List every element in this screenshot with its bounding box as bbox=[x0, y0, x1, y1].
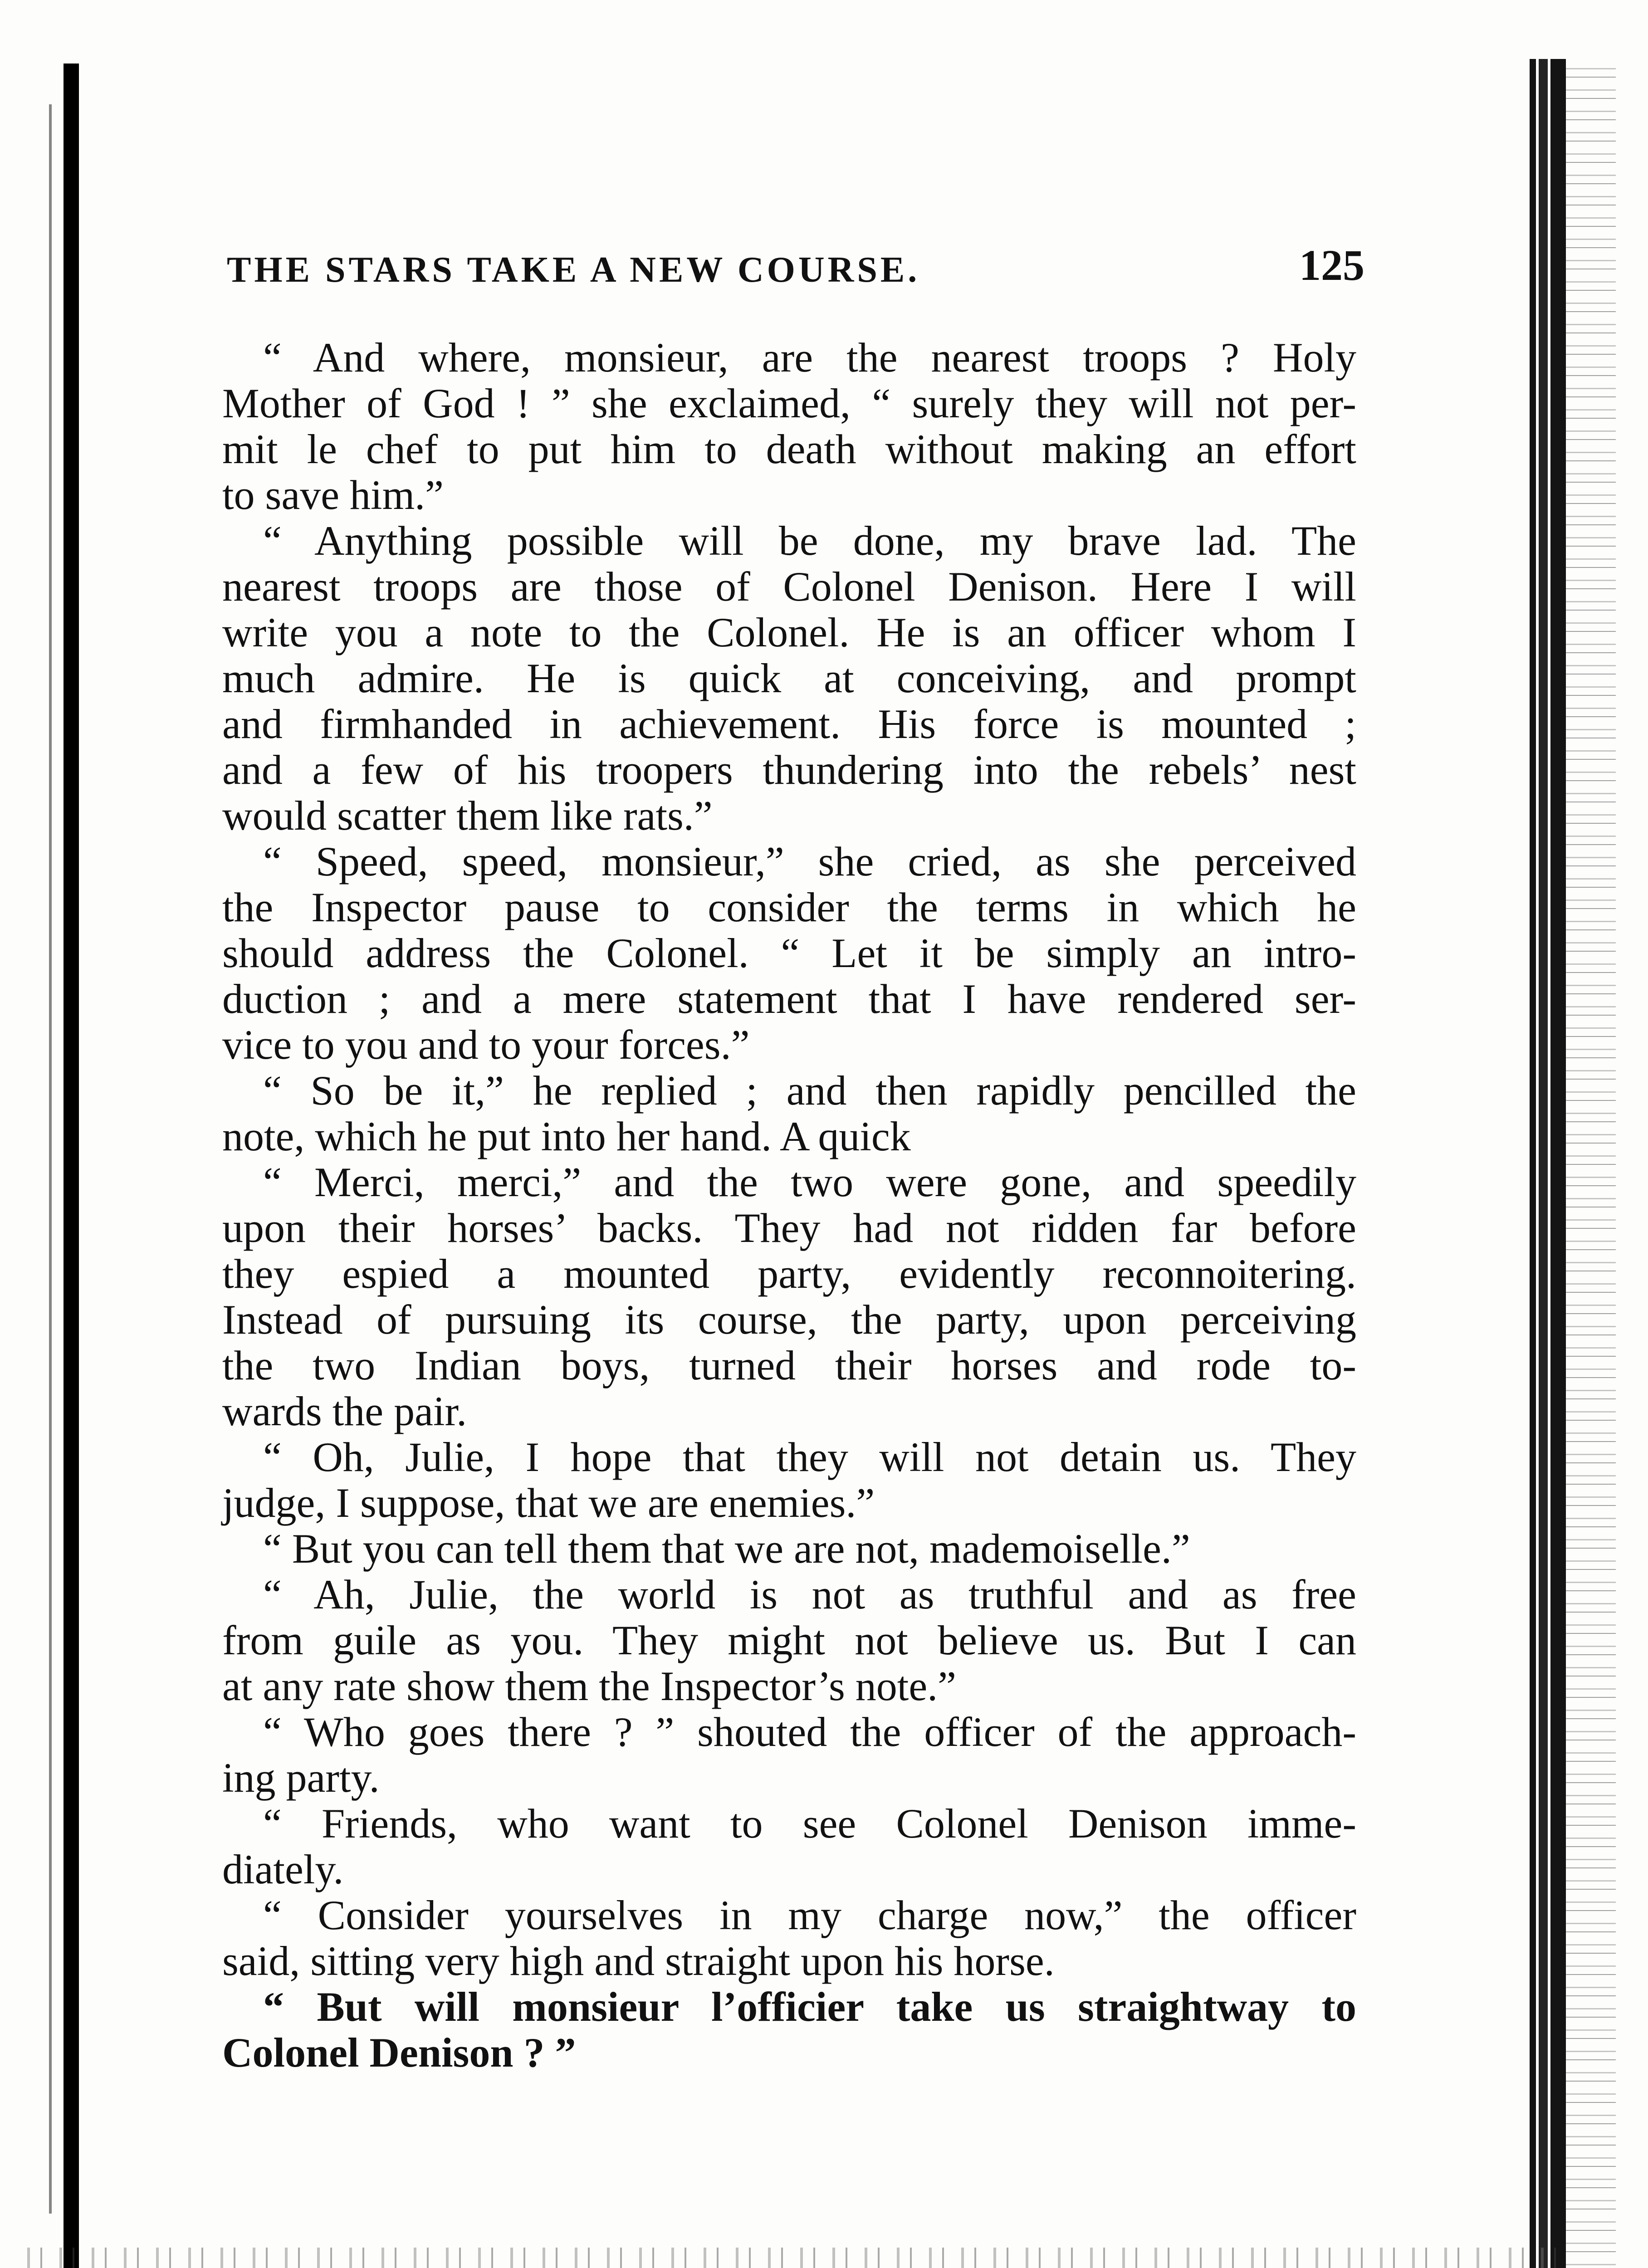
text-line: “ Ah, Julie, the world is not as truthful and as free bbox=[263, 1571, 1356, 1618]
text-line: write you a note to the Colonel. He is an officer whom I bbox=[222, 609, 1356, 655]
text-line: and a few of his troopers thundering into the rebels’ nest bbox=[222, 747, 1356, 793]
text-line: “ Friends, who want to see Colonel Denison imme- bbox=[263, 1800, 1356, 1847]
text-line: vice to you and to your forces.” bbox=[222, 1022, 750, 1068]
text-line: “ Who goes there ? ” shouted the officer of the approach- bbox=[263, 1709, 1356, 1755]
text-line: note, which he put into her hand. A quick bbox=[222, 1113, 911, 1159]
text-line: and firmhanded in achievement. His force is mounted ; bbox=[222, 701, 1356, 747]
text-line: “ But will monsieur l’officier take us straightway to bbox=[263, 1984, 1356, 2030]
scan-edge-line bbox=[49, 104, 52, 2214]
text-line: “ So be it,” he replied ; and then rapidly pencilled the bbox=[263, 1067, 1356, 1114]
text-line: “ Oh, Julie, I hope that they will not detain us. They bbox=[263, 1434, 1356, 1480]
text-line: diately. bbox=[222, 1846, 344, 1892]
text-line: duction ; and a mere statement that I have rendered ser- bbox=[222, 976, 1356, 1022]
text-line: wards the pair. bbox=[222, 1388, 467, 1434]
text-line: from guile as you. They might not believe us. But I can bbox=[222, 1617, 1356, 1663]
running-head: THE STARS TAKE A NEW COURSE. bbox=[227, 250, 920, 290]
text-line: “ Anything possible will be done, my brave lad. The bbox=[263, 518, 1356, 564]
text-line: “ Consider yourselves in my charge now,” the officer bbox=[263, 1892, 1356, 1938]
text-line: “ And where, monsieur, are the nearest troops ? Holy bbox=[263, 334, 1356, 381]
text-line: nearest troops are those of Colonel Denison. Here I will bbox=[222, 563, 1356, 610]
scan-speckle-bottom bbox=[27, 2248, 1560, 2268]
text-line: much admire. He is quick at conceiving, and prompt bbox=[222, 655, 1356, 701]
text-line: Mother of God ! ” she exclaimed, “ surely they will not per- bbox=[222, 380, 1356, 426]
text-line: should address the Colonel. “ Let it be simply an intro- bbox=[222, 930, 1356, 976]
text-line: ing party. bbox=[222, 1755, 380, 1801]
text-line: at any rate show them the Inspector’s note.” bbox=[222, 1663, 956, 1709]
body-text bbox=[222, 335, 1356, 2076]
text-line: “ Merci, merci,” and the two were gone, and speedily bbox=[263, 1159, 1356, 1205]
text-line: “ Speed, speed, monsieur,” she cried, as she perceived bbox=[263, 838, 1356, 885]
text-line: they espied a mounted party, evidently reconnoitering. bbox=[222, 1251, 1356, 1297]
text-line: said, sitting very high and straight upon his horse. bbox=[222, 1938, 1055, 1984]
text-line: mit le chef to put him to death without making an effort bbox=[222, 426, 1356, 472]
text-line: would scatter them like rats.” bbox=[222, 792, 713, 839]
scan-speckle-right bbox=[1566, 68, 1616, 2268]
page-number: 125 bbox=[1299, 241, 1364, 289]
text-line: Instead of pursuing its course, the party, upon perceiving bbox=[222, 1296, 1356, 1343]
text-line: the two Indian boys, turned their horses and rode to- bbox=[222, 1342, 1356, 1388]
scan-page-edge-right bbox=[1530, 59, 1566, 2268]
text-line: upon their horses’ backs. They had not ridden far before bbox=[222, 1205, 1356, 1251]
text-line: to save him.” bbox=[222, 472, 444, 518]
text-line: “ But you can tell them that we are not, mademoiselle.” bbox=[263, 1525, 1190, 1572]
text-line: the Inspector pause to consider the terms in which he bbox=[222, 884, 1356, 930]
text-line: judge, I suppose, that we are enemies.” bbox=[222, 1480, 875, 1526]
scan-gutter-shadow bbox=[64, 64, 79, 2268]
text-line: Colonel Denison ? ” bbox=[222, 2029, 576, 2076]
